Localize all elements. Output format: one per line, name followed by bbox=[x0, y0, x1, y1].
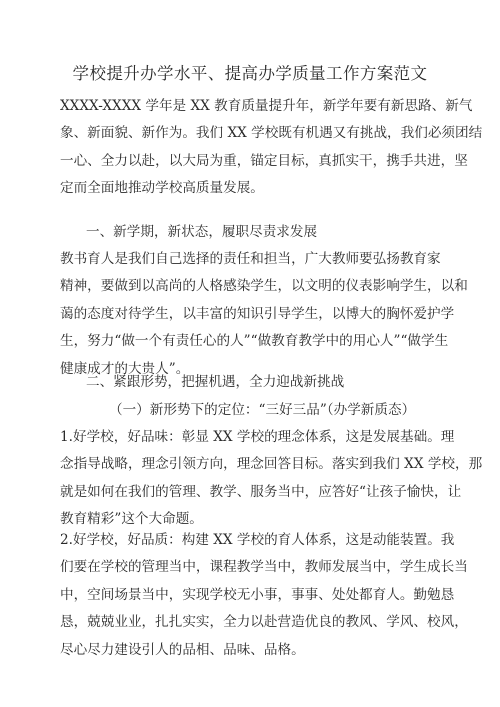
paragraph-line: 生，努力“做一个有责任心的人”“做教育教学中的用心人”“做学生 bbox=[60, 333, 449, 350]
paragraph-line: XXXX-XXXX 学年是 XX 教育质量提升年，新学年要有新思路、新气 bbox=[60, 98, 473, 114]
section-subheading: （一）新形势下的定位：“三好三品”（办学新质态） bbox=[109, 402, 416, 418]
paragraph-line: 2.好学校，好品质：构建 XX 学校的育人体系，这是动能装置。我 bbox=[60, 532, 455, 548]
paragraph-line: 定而全面地推动学校高质量发展。 bbox=[60, 180, 264, 197]
paragraph-line: 1.好学校，好品味：彰显 XX 学校的理念体系，这是发展基础。理 bbox=[60, 429, 455, 445]
intro-paragraph bbox=[60, 93, 483, 203]
item1-paragraph bbox=[60, 424, 483, 534]
paragraph-line: 象、新面貌、新作为。我们 XX 学校既有机遇又有挑战，我们必须团结 bbox=[60, 125, 483, 142]
paragraph-line: 教育精彩”这个大命题。 bbox=[60, 511, 203, 528]
paragraph-line: 健康成才的大贵人”。 bbox=[60, 360, 190, 377]
paragraph-line: 念指导战略，理念引领方向，理念回答目标。落实到我们 XX 学校，那 bbox=[60, 456, 483, 473]
paragraph-line: 蔼的态度对待学生，以丰富的知识引导学生，以博大的胸怀爱护学 bbox=[60, 305, 455, 322]
document-title: 学校提升办学水平、提高办学质量工作方案范文 bbox=[72, 64, 428, 83]
item2-paragraph bbox=[60, 527, 468, 664]
paragraph-line: 就是如何在我们的管理、教学、服务当中，应答好“让孩子愉快，让 bbox=[60, 483, 462, 500]
paragraph-line: 们要在学校的管理当中，课程教学当中，教师发展当中，学生成长当 bbox=[60, 559, 468, 576]
paragraph-line: 恳，兢兢业业，扎扎实实，全力以赴营造优良的教风、学风、校风， bbox=[60, 614, 468, 631]
paragraph-line: 一心、全力以赴，以大局为重，锚定目标，真抓实干，携手共进，坚 bbox=[60, 152, 468, 169]
paragraph-line: 中，空间场景当中，实现学校无小事，事事、处处都育人。勤勉恳 bbox=[60, 586, 455, 603]
paragraph-line: 教书育人是我们自己选择的责任和担当，广大教师要弘扬教育家 bbox=[60, 251, 441, 267]
section-heading: 一、新学期，新状态，履职尽责求发展 bbox=[86, 224, 318, 240]
paragraph-line: 尽心尽力建设引人的品相、品味、品格。 bbox=[60, 641, 305, 658]
section1-paragraph bbox=[60, 246, 468, 383]
section-heading: 二、紧跟形势，把握机遇，全力迎战新挑战 bbox=[86, 374, 345, 390]
paragraph-line: 精神，要做到以高尚的人格感染学生，以文明的仪表影响学生，以和 bbox=[60, 278, 468, 295]
